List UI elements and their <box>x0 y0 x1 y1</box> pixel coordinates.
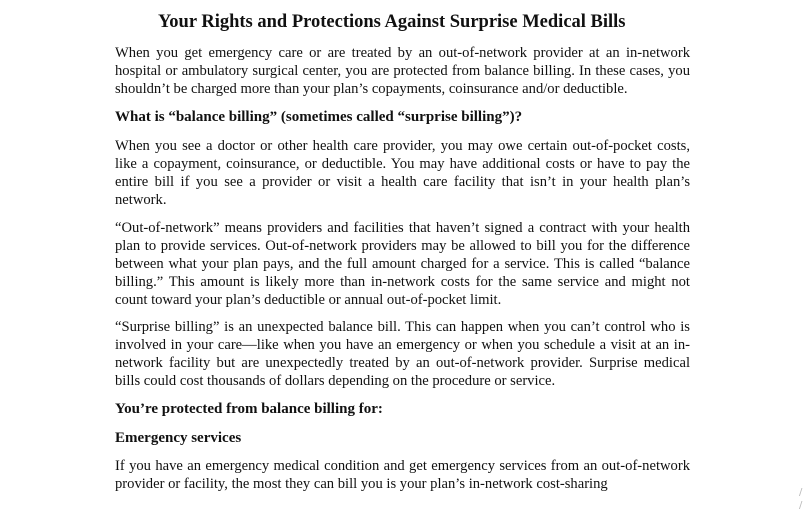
emergency-services-paragraph: If you have an emergency medical condition and get emergency services from an out-of-network provider or facility, the most they can bill you is your plan’s in-network cost-sharing <box>115 458 690 492</box>
balance-billing-paragraph-1: When you see a doctor or other health care provider, you may owe certain out-of-pocket costs, like a copayment, coinsurance, or deductible. You may have additional costs or have to pay the entire bill if you see a provider or visit a health care facility that isn’t in your health plan’s network. <box>115 138 690 208</box>
surprise-billing-paragraph: “Surprise billing” is an unexpected balance bill. This can happen when you can’t control who is involved in your care—like when you have an emergency or when you schedule a visit at an in-network facility but are unexpectedly treated by an out-of-network provider. Surprise medical bills could cost thousands of dollars depending on the procedure or service. <box>115 319 690 389</box>
document-title: Your Rights and Protections Against Surprise Medical Bills <box>158 12 626 32</box>
scroll-edge-mark-icon: / / <box>799 487 803 511</box>
emergency-services-heading: Emergency services <box>115 430 242 446</box>
intro-paragraph: When you get emergency care or are treated by an out-of-network provider at an in-network hospital or ambulatory surgical center, you are protected from balance billing. In these cases, you shouldn’t be charged more than your plan’s copayments, coinsurance and/or deductible. <box>115 45 690 97</box>
document-page <box>115 0 690 493</box>
balance-billing-heading: What is “balance billing” (sometimes called “surprise billing”)? <box>115 109 523 125</box>
protected-heading: You’re protected from balance billing for: <box>115 401 383 417</box>
out-of-network-paragraph: “Out-of-network” means providers and facilities that haven’t signed a contract with your health plan to provide services. Out-of-network providers may be allowed to bill you for the difference between what your plan pays, and the full amount charged for a service. This is called “balance billing.” This amount is likely more than in-network costs for the same service and might not count toward your plan’s deductible or annual out-of-pocket limit. <box>115 220 690 308</box>
